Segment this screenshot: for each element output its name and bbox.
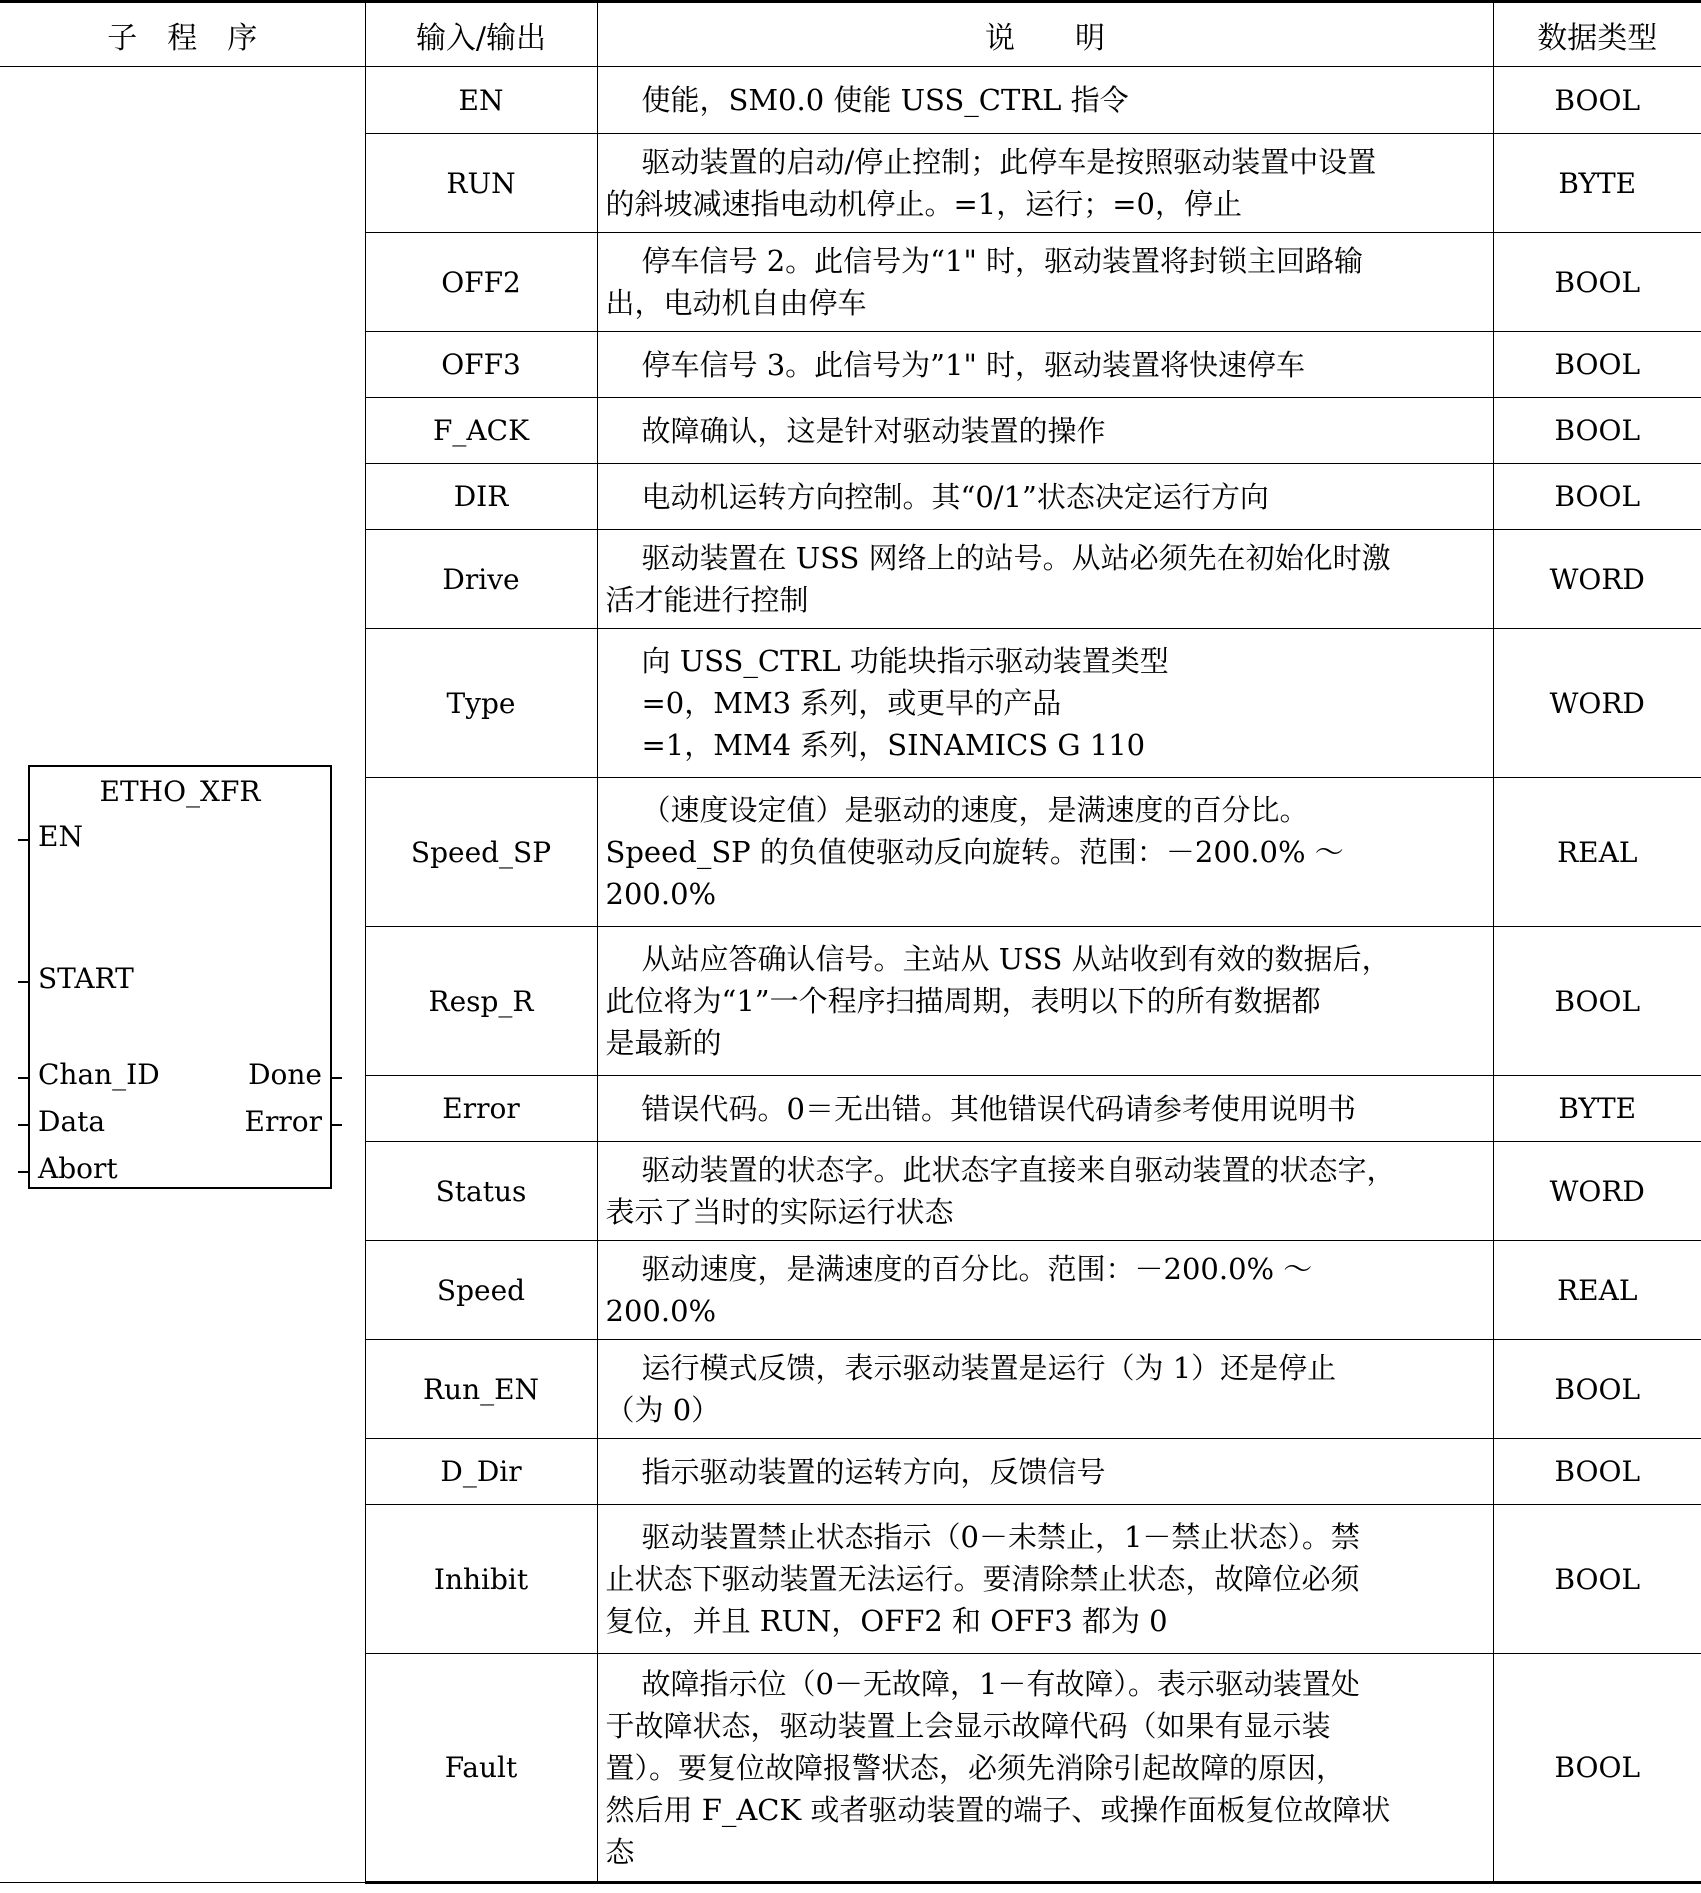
data-type: BOOL: [1493, 233, 1701, 332]
signal-name: OFF2: [365, 233, 597, 332]
description-line: （速度设定值）是驱动的速度，是满速度的百分比。: [641, 793, 1309, 827]
data-type: WORD: [1493, 629, 1701, 778]
description-line: 运行模式反馈，表示驱动装置是运行（为 1）还是停止: [641, 1351, 1337, 1385]
description-line: （为 0）: [605, 1393, 721, 1427]
signal-name: Type: [365, 629, 597, 778]
signal-description: [597, 1505, 1493, 1654]
signal-name: Error: [365, 1076, 597, 1142]
pin-data: Data: [38, 1105, 106, 1138]
description-line: 200.0%: [605, 1294, 717, 1328]
description-line: 止状态下驱动装置无法运行。要清除禁止状态，故障位必须: [605, 1562, 1360, 1596]
pin-done: Done: [248, 1058, 322, 1091]
description-line: 驱动速度，是满速度的百分比。范围：－200.0% ～: [641, 1252, 1313, 1286]
description-line: 停车信号 2。此信号为“1" 时，驱动装置将封锁主回路输: [641, 244, 1364, 278]
pin-stub-en: [18, 839, 28, 841]
description-line: 置）。要复位故障报警状态，必须先消除引起故障的原因，: [605, 1750, 1346, 1785]
signal-description: [597, 233, 1493, 332]
description-line: 是最新的: [605, 1026, 722, 1060]
pin-chan-id: Chan_ID: [38, 1058, 160, 1091]
signal-description: [597, 530, 1493, 629]
signal-description: [597, 398, 1493, 464]
data-type: BYTE: [1493, 1076, 1701, 1142]
data-type: BYTE: [1493, 134, 1701, 233]
description-line: 复位，并且 RUN，OFF2 和 OFF3 都为 0: [605, 1604, 1168, 1638]
description-line: 200.0%: [605, 877, 717, 911]
signal-name: Speed_SP: [365, 778, 597, 927]
description-line: =1，MM4 系列，SINAMICS G 110: [641, 728, 1146, 762]
pin-stub-error: [332, 1124, 342, 1126]
header-subroutine: 子 程 序: [0, 2, 365, 67]
table-row: [0, 67, 1701, 134]
function-block-diagram: [28, 765, 332, 1189]
signal-description: [597, 134, 1493, 233]
data-type: REAL: [1493, 1241, 1701, 1340]
description-line: Speed_SP 的负值使驱动反向旋转。范围：－200.0% ～: [605, 835, 1344, 869]
data-type: BOOL: [1493, 1654, 1701, 1883]
description-line: 然后用 F_ACK 或者驱动装置的端子、或操作面板复位故障状: [605, 1792, 1391, 1827]
description-line: 此位将为“1”一个程序扫描周期，表明以下的所有数据都: [605, 984, 1321, 1018]
description-line: 于故障状态，驱动装置上会显示故障代码（如果有显示装: [605, 1708, 1331, 1743]
description-line: 驱动装置在 USS 网络上的站号。从站必须先在初始化时激: [641, 541, 1391, 575]
description-line: 向 USS_CTRL 功能块指示驱动装置类型: [641, 644, 1169, 678]
description-line: 驱动装置的启动/停止控制；此停车是按照驱动装置中设置: [641, 145, 1377, 179]
data-type: BOOL: [1493, 1505, 1701, 1654]
data-type: BOOL: [1493, 927, 1701, 1076]
description-line: 错误代码。0＝无出错。其他错误代码请参考使用说明书: [641, 1091, 1356, 1126]
header-io: 输入/输出: [365, 2, 597, 67]
description-line: 出，电动机自由停车: [605, 286, 867, 320]
signal-name: D_Dir: [365, 1439, 597, 1505]
data-type: WORD: [1493, 1142, 1701, 1241]
data-type: REAL: [1493, 778, 1701, 927]
description-line: 指示驱动装置的运转方向，反馈信号: [641, 1454, 1106, 1489]
signal-description: [597, 1142, 1493, 1241]
data-type: BOOL: [1493, 1439, 1701, 1505]
signal-name: EN: [365, 67, 597, 134]
signal-description: [597, 1241, 1493, 1340]
description-line: 的斜坡减速指电动机停止。=1，运行；=0，停止: [605, 187, 1242, 221]
description-line: 驱动装置的状态字。此状态字直接来自驱动装置的状态字，: [641, 1153, 1396, 1187]
signal-description: [597, 778, 1493, 927]
signal-name: Fault: [365, 1654, 597, 1883]
pin-stub-data: [18, 1124, 28, 1126]
description-line: 态: [605, 1834, 635, 1869]
signal-description: [597, 67, 1493, 134]
signal-description: [597, 332, 1493, 398]
signal-description: [597, 927, 1493, 1076]
signal-name: DIR: [365, 464, 597, 530]
signal-name: Speed: [365, 1241, 597, 1340]
signal-description: [597, 1340, 1493, 1439]
data-type: BOOL: [1493, 464, 1701, 530]
pin-stub-chan-id: [18, 1077, 28, 1079]
description-line: 使能，SM0.0 使能 USS_CTRL 指令: [641, 83, 1129, 117]
description-line: 故障指示位（0－无故障，1－有故障）。表示驱动装置处: [641, 1666, 1360, 1701]
table-header-row: [0, 2, 1701, 67]
description-line: 从站应答确认信号。主站从 USS 从站收到有效的数据后，: [641, 942, 1391, 976]
signal-description: [597, 1439, 1493, 1505]
signal-description: [597, 1076, 1493, 1142]
description-line: 停车信号 3。此信号为”1" 时，驱动装置将快速停车: [641, 347, 1306, 382]
signal-name: Drive: [365, 530, 597, 629]
data-type: BOOL: [1493, 332, 1701, 398]
description-line: =0，MM3 系列，或更早的产品: [641, 686, 1062, 720]
signal-name: Inhibit: [365, 1505, 597, 1654]
signal-name: OFF3: [365, 332, 597, 398]
description-line: 电动机运转方向控制。其“0/1”状态决定运行方向: [641, 479, 1269, 514]
signal-name: Status: [365, 1142, 597, 1241]
pin-stub-done: [332, 1077, 342, 1079]
description-line: 故障确认，这是针对驱动装置的操作: [641, 413, 1106, 448]
signal-description: [597, 464, 1493, 530]
header-data-type: 数据类型: [1493, 2, 1701, 67]
data-type: WORD: [1493, 530, 1701, 629]
signal-name: Run_EN: [365, 1340, 597, 1439]
data-type: BOOL: [1493, 67, 1701, 134]
data-type: BOOL: [1493, 1340, 1701, 1439]
signal-name: F_ACK: [365, 398, 597, 464]
function-block-title: ETHO_XFR: [99, 775, 261, 808]
signal-description: [597, 1654, 1493, 1883]
signal-name: Resp_R: [365, 927, 597, 1076]
description-line: 表示了当时的实际运行状态: [605, 1195, 954, 1229]
pin-start: START: [38, 962, 134, 995]
pin-error: Error: [244, 1105, 322, 1138]
description-line: 驱动装置禁止状态指示（0－未禁止，1－禁止状态）。禁: [641, 1520, 1360, 1554]
pin-abort: Abort: [38, 1152, 118, 1185]
signal-description: [597, 629, 1493, 778]
pin-stub-start: [18, 981, 28, 983]
pin-en: EN: [38, 820, 83, 853]
data-type: BOOL: [1493, 398, 1701, 464]
header-description: 说 明: [597, 2, 1493, 67]
description-line: 活才能进行控制: [605, 583, 809, 617]
signal-name: RUN: [365, 134, 597, 233]
pin-stub-abort: [18, 1171, 28, 1173]
